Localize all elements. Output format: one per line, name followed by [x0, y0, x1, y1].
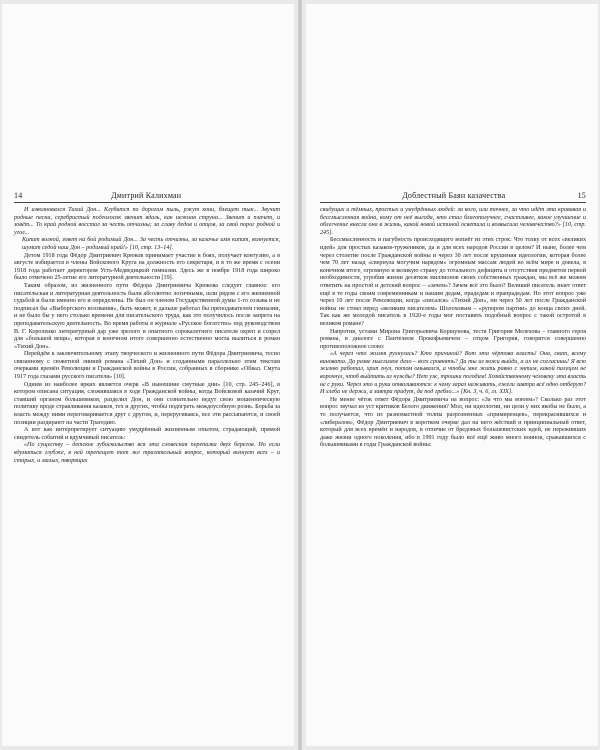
- right-page-text: [320, 207, 586, 450]
- right-running-head: [320, 191, 586, 203]
- paragraph: «По существу – детское зубоскальство вся эта словесная перепалка двух берегов. Но если вдуматься глубже, в ней трепещет тот же трагательный вопрос, который волнует всех – и старых, и малых, творящих: [14, 442, 280, 464]
- right-page: [306, 4, 598, 746]
- paragraph: Таким образом, из жизненного пути Фёдора Дмитриевича Крюкова следует главное: его писательская и литературная деятельность были абсолютно логичными, шли рядом с его жизненной судьбой и были именно его и определены. Не был он членом Государственной думы 1-го созыва и не подписал бы «Выборгского воззвания», быть может, и дальше работал бы преподавателем гимназии, и не было бы у него столько времени для писательского труда, как это получилось после запрета на преподавательскую деятельность. Во время работы в журнале «Русское богатство» под руководством В. Г. Короленко литературный дар уже зрелого и опытного сорокалетнего писателя окреп и созрел для «большой вещи», которая в конечном итоге совершенно естественно могла вылиться в роман «Тихий Дон».: [14, 282, 280, 350]
- paragraph: Напротив, устами Мирона Григорьевича Коршунова, тестя Григория Мелехова – главного героя романа, в диалоге с Пантелеем Прокофьевичем – отцом Григория, говорится совершенно противоположное слово:: [320, 328, 586, 350]
- paragraph: «А через что жизня рухнулась? Кто причиной? Вот эта чёртова власть! Она, сват, всему виновата. Да разве мыслимое дело – всех сровнять? Да ты из кожи выйди, а их не согласишь! Я всю жизню работал, хрип гнул, потом омывался, а чтобы мне жить равно с энтим, какой палецем не ворохнул, чтоб выйтить из нужды? Нет уж, трошки погодим! Хозяйственному человеку эта власть не с руки. Через это и руки отваливаются: к чему зараз наживать, ежели завтра всё одно отберут? И хлеба не держи, а завтра придут, да под гребло...» [Кн. 3, ч. 6, гл. XIX].: [320, 351, 586, 396]
- paragraph: А вот как интерпретирует ситуацию умудрённый жизненным опытом, страдающий, прямой свидетель событий и вдумчивый писатель:: [14, 427, 280, 441]
- paragraph: Детом 1918 года Фёдор Дмитриевич Крюков принимает участие в боях, получает контузию, а в августе избирается в члены Войскового Круга на должность его секретаря, и в то же время с осени 1918 года работает директором Усть-Медведицкой гимназии. Здесь же в ноябре 1918 года широко было отмечено 25-летие его литературной деятельности [19].: [14, 252, 280, 282]
- left-page: [2, 4, 294, 746]
- book-gutter: [298, 0, 302, 750]
- right-page-number: 15: [577, 191, 586, 200]
- paragraph: свидущих и тёмных, простых и умудрённых людей: за кого, или точнее, за что идёт эта кровавая и бессмысленная война, кому от неё выгода, кто стал благополучнее, счастливее, какое улучшение и облегчение внесла она в жизнь, какой новой истиной осветила и возвысила человечество?» [10, стр. 245].: [320, 207, 586, 236]
- left-page-number: 14: [14, 191, 23, 200]
- left-page-header: Дмитрий Калихман: [111, 191, 182, 200]
- paragraph: Одним из наиболее ярких является очерк «В нынешние смутные дни» [10, стр. 245–246], в котором описана ситуация, сложившаяся в ходе Гражданской войны, когда Войсковой казачий Круг, ставший органом большевиков, разделил Дон, и они сознательно ведут свою мошенническую политику вроде стравливания казаков, тех и других, чтобы подогреть междоусобную рознь. Борьба за власть между ними переговаривается друг с другом, и, переругиваясь, все эти рассыпаются, и своей позиции раздирают на части Трагедию.: [14, 381, 280, 426]
- paragraph: Бессмысленность и пагубность происходящего вопиёт из этих строк: Что толку от всех «великих идей» для простых казаков-тружеников, да и для всех народов России в целом? И ныне, более чем через столетие после Гражданской войны и через 30 лет после крушения идеологии, которая более чем 70 лет назад «свернула могучим нарядом» огромным массам людей во всём мире и довела, в конечном итоге, огромную и великую страну до тотального дефицита и отсутствия предметов первой необходимости, угробив жизни десятков миллионов своих собственных граждан, мы всё же можем ответить на простой и детский вопрос – «зачем»? Зачем всё это было? Великий писатель знает ответ ещё в те годы своим современникам и нашим дедам, прадедам и прапрадедам. Но этот вопрос уже через 10 лет после Революции, когда «писался» «Тихий Дон», ни через 50 лет после Гражданской войны не стоял перед «великим писателем» Шолоховым – «рупором партии» до конца своих дней. Так как же молодой писатель в 1920-е годы мог поставить подобный вопрос с такой остротой в великом романе?: [320, 237, 586, 327]
- left-page-text: [14, 207, 280, 465]
- left-running-head: [14, 191, 280, 203]
- right-page-header: Доблестный Баян казачества: [402, 191, 506, 200]
- paragraph: Кипит волной, зовет на бой родимый Дон... За честь отчизны, за казачье имя кипит, волнуется, шумит седой наш Дон – родимый край!» [10, стр. 13–14].: [22, 237, 280, 251]
- paragraph: Перейдём к заключительному этапу творческого и жизненного пути Фёдора Дмитриевича, тесно связанному с сюжетной линией романа «Тихий Дон» и созданными параллельно этим текстам очерками времён Революции и Гражданской войны в России, собранных в сборнике «Обвал. Смута 1917 года глазами русского писателя» [10].: [14, 351, 280, 381]
- paragraph: И изволновался Тихий Дон... Клубится по дорогам пыль, ржут кони, блещет тын... Звучит родные песни, серебристый подголосок звенит вдаль, как нежная струна... Звенит и плачет, и зовёт... То край родной восстал за честь отчизны; за славу дедов и отцов, за свой порог родной и угол...: [14, 207, 280, 236]
- paragraph: Не менее чёток ответ Фёдора Дмитриевича на вопрос: «За что мы воюем»? Сколько раз этот вопрос звучал из уст критиков Белого движения? Мол, ни идеологии, ни цели у них якобы не было, а то получается, что из разномастной толпы разрозненных «примиренцев», перекрасившихся и «либералов», Фёдор Дмитриевич в коротком очерке дал на него жёсткий и принципиальный ответ, который для всех времён и народов, в отличие от бредовых большевистских идей, не переживших даже жизни одного поколения, ибо в 1991 году было всё ещё живо много воинов, сражавшихся с большевиками в годы Гражданской войны:: [320, 396, 586, 449]
